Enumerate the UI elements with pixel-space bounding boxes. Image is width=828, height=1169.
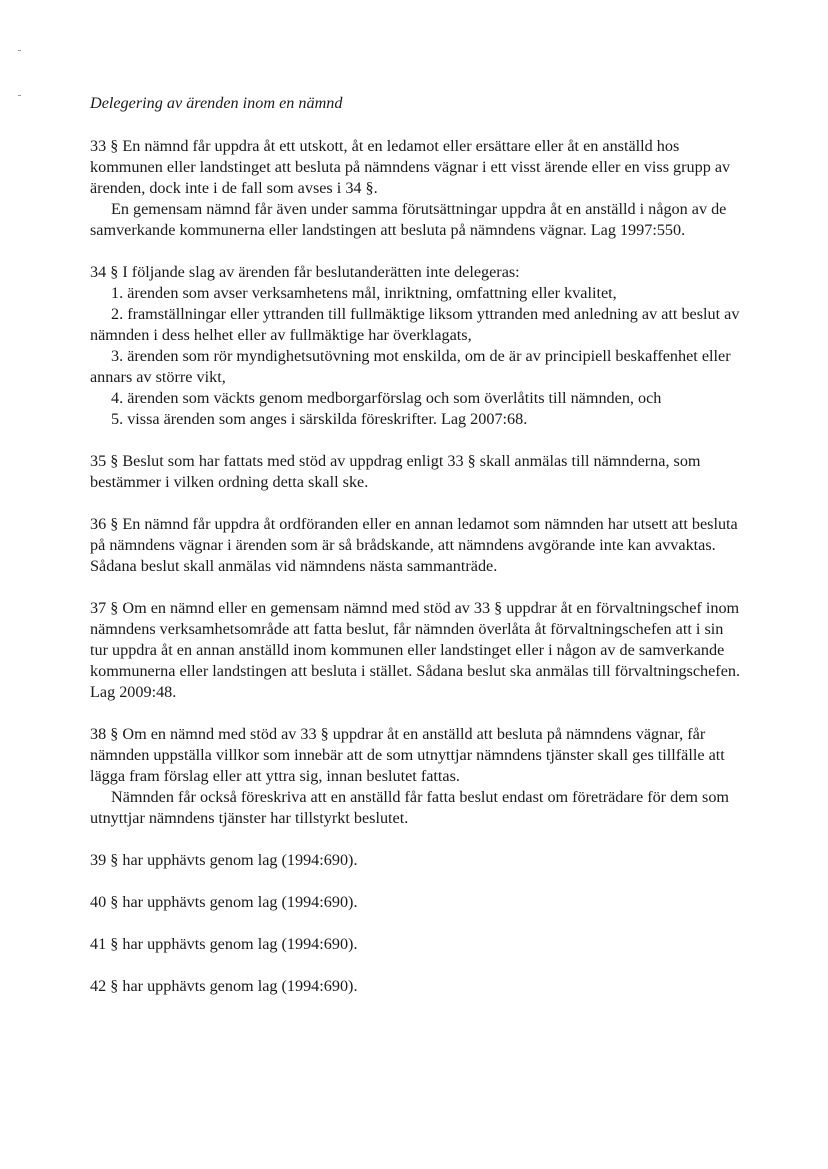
paragraph-40: 40 § har upphävts genom lag (1994:690). bbox=[90, 893, 358, 911]
section-37 bbox=[90, 598, 740, 703]
paragraph-41: 41 § har upphävts genom lag (1994:690). bbox=[90, 935, 358, 953]
paragraph-38-2: Nämnden får också föreskriva att en anställd får fatta beslut endast om företrädare för dem som utnyttjar nämndens tjänster har tillstyrkt beslutet. bbox=[90, 788, 730, 827]
section-33 bbox=[90, 136, 740, 241]
section-39 bbox=[90, 850, 740, 871]
list-item: 3. ärenden som rör myndighetsutövning mot enskilda, om de är av principiell beskaffenhet eller annars av större vikt, bbox=[90, 347, 731, 386]
section-41 bbox=[90, 934, 740, 955]
list-item: 4. ärenden som väckts genom medborgarförslag och som överlåtits till nämnden, och bbox=[111, 389, 662, 407]
paragraph-34-intro: 34 § I följande slag av ärenden får beslutanderätten inte delegeras: bbox=[90, 263, 520, 281]
list-item: 1. ärenden som avser verksamhetens mål, inriktning, omfattning eller kvalitet, bbox=[111, 284, 617, 302]
scan-speck bbox=[18, 50, 21, 51]
paragraph-33-2: En gemensam nämnd får även under samma förutsättningar uppdra åt en anställd i någon av de samverkande kommunerna eller landstingen att besluta på nämndens vägnar. Lag 1997:550. bbox=[90, 200, 727, 239]
paragraph-33-1: 33 § En nämnd får uppdra åt ett utskott, åt en ledamot eller ersättare eller åt en anställd hos kommunen eller landstinget att besluta på nämndens vägnar i ett visst ärende eller en viss grupp av ärenden, dock inte i de fall som avses i 34 §. bbox=[90, 137, 731, 197]
list-item: 2. framställningar eller yttranden till fullmäktige liksom yttranden med anledning av att beslut av nämnden i dess helhet eller av fullmäktige har överklagats, bbox=[90, 305, 740, 344]
paragraph-38-1: 38 § Om en nämnd med stöd av 33 § uppdrar åt en anställd att besluta på nämndens vägnar, får nämnden uppställa villkor som innebär att de som utnyttjar nämndens tjänster skall ges tillfälle att lägga fram förslag eller att yttra sig, innan beslutet fattas. bbox=[90, 725, 725, 785]
section-36 bbox=[90, 514, 740, 577]
paragraph-39: 39 § har upphävts genom lag (1994:690). bbox=[90, 851, 358, 869]
paragraph-35: 35 § Beslut som har fattats med stöd av uppdrag enligt 33 § skall anmälas till nämnderna, som bestämmer i vilken ordning detta skall ske. bbox=[90, 452, 701, 491]
paragraph-42: 42 § har upphävts genom lag (1994:690). bbox=[90, 977, 358, 995]
paragraph-36: 36 § En nämnd får uppdra åt ordföranden eller en annan ledamot som nämnden har utsett att besluta på nämndens vägnar i ärenden som är så brådskande, att nämndens avgörande inte kan avvaktas. Sådana beslut skall anmälas vid nämndens nästa sammanträde. bbox=[90, 515, 738, 575]
scan-speck bbox=[18, 95, 21, 96]
list-item: 5. vissa ärenden som anges i särskilda föreskrifter. Lag 2007:68. bbox=[111, 410, 528, 428]
section-40 bbox=[90, 892, 740, 913]
section-35 bbox=[90, 451, 740, 493]
section-heading: Delegering av ärenden inom en nämnd bbox=[90, 94, 343, 112]
section-38 bbox=[90, 724, 740, 829]
section-42 bbox=[90, 976, 740, 997]
document-page bbox=[90, 93, 740, 1018]
paragraph-37: 37 § Om en nämnd eller en gemensam nämnd med stöd av 33 § uppdrar åt en förvaltningschef inom nämndens verksamhetsområde att fatta beslut, får nämnden överlåta åt förvaltningschefen att i sin tur uppdra åt en annan anställd inom kommunen eller landstinget eller i någon av de samverkande kommunerna eller landstingen att besluta i stället. Sådana beslut ska anmälas till förvaltningschefen. Lag 2009:48. bbox=[90, 599, 741, 701]
section-34 bbox=[90, 262, 740, 430]
